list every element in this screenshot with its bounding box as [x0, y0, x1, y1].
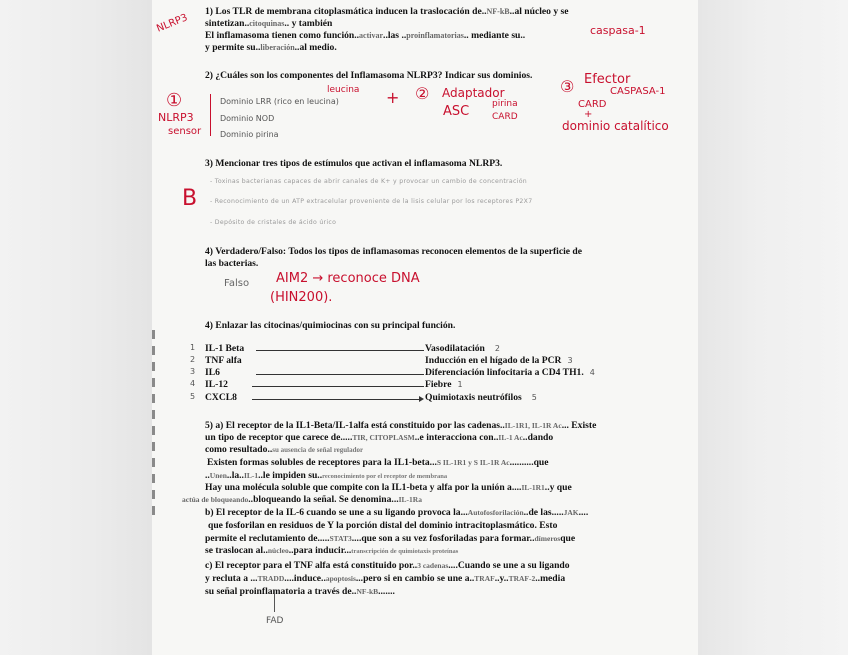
background-left — [0, 0, 152, 655]
q1-line-4: y permite su..liberación..al medio. — [205, 42, 337, 53]
q2-red-plus-1: + — [386, 88, 400, 107]
q5-line-2: un tipo de receptor que carece de.....TIR, CITOPLASM..e interacciona con..IL-1 Ac..dando — [205, 432, 554, 443]
q4b-left-item-2: TNF alfa — [205, 355, 242, 366]
q5-line-6: Hay una molécula soluble que compite con la IL1-beta y alfa por la unión a....IL-1R1..y que — [205, 482, 572, 493]
q4b-left-num-1: 1 — [190, 343, 196, 352]
q4b-right-item-4: Fiebre 1 — [425, 379, 463, 390]
q3-title: 3) Mencionar tres tipos de estímulos que activan el inflamasoma NLRP3. — [205, 158, 503, 169]
q3-answer-2: - Reconocimiento de un ATP extracelular proveniente de la lisis celular por los receptores P2X7 — [210, 198, 533, 205]
q2-hand-line-1: Dominio LRR (rico en leucina) — [220, 97, 339, 106]
connector-line-4 — [252, 386, 424, 387]
q4-red-answer-2: (HIN200). — [270, 290, 333, 305]
q3-red-grade: B — [182, 186, 198, 211]
q4b-left-item-4: IL-12 — [205, 379, 228, 390]
q1-line-1: 1) Los TLR de membrana citoplasmática inducen la traslocación de..NF-kB..al núcleo y se — [205, 6, 569, 17]
q4b-right-item-2: Inducción en el hígado de la PCR 3 — [425, 355, 573, 366]
q5-line-1: 5) a) El receptor de la IL1-Beta/IL-1alfa está constituido por las cadenas..IL-1R1, IL-1R Ac... Existe — [205, 420, 597, 431]
q4b-left-num-5: 5 — [190, 392, 196, 401]
q4-hand-falso: Falso — [224, 278, 250, 289]
connector-arrow-5 — [419, 396, 424, 402]
q4-red-answer-1: AIM2 → reconoce DNA — [276, 271, 420, 286]
q2-hand-line-3: Dominio pirina — [220, 130, 279, 139]
q2-red-asc: ASC — [443, 104, 470, 119]
q4b-right-item-1: Vasodilatación 2 — [425, 343, 500, 354]
q4-title-line-1: 4) Verdadero/Falso: Todos los tipos de inflamasomas reconocen elementos de la superficie de — [205, 246, 582, 257]
q2-red-2: ② — [415, 84, 430, 103]
q5-line-13: y recluta a ...TRADD....induce..apoptosis...pero si en cambio se une a..TRAF..y..TRAF-2..media — [205, 573, 566, 584]
q3-answer-3: - Depósito de cristales de ácido úrico — [210, 219, 337, 226]
q2-red-3: ③ — [560, 77, 575, 96]
q2-title: 2) ¿Cuáles son los componentes del Inflamasoma NLRP3? Indicar sus dominios. — [205, 70, 533, 81]
q5-line-8: b) El receptor de la IL-6 cuando se une a su ligando provoca la...Autofosforilación..de las.....JAK.... — [205, 507, 589, 518]
q5-line-10: permite el reclutamiento de.....STAT3....que son a su vez fosforiladas para formar..dímerosque — [205, 533, 576, 544]
q2-red-leucina: leucina — [327, 85, 360, 95]
q4b-left-item-3: IL6 — [205, 367, 220, 378]
q1-margin-red: NLRP3 — [155, 12, 190, 35]
q2-hand-line-2: Dominio NOD — [220, 114, 275, 123]
q2-red-adaptador: Adaptador — [442, 86, 505, 100]
q4b-right-item-3: Diferenciación linfocitaria a CD4 TH1. 4 — [425, 367, 595, 378]
q1-red-caspasa: caspasa-1 — [590, 24, 646, 37]
q2-red-efector: Efector — [584, 72, 631, 87]
q4b-left-item-1: IL-1 Beta — [205, 343, 245, 354]
q2-red-card-2: CARD — [578, 99, 607, 110]
q4b-title: 4) Enlazar las citocinas/quimiocinas con su principal función. — [205, 320, 456, 331]
connector-line-3 — [256, 374, 424, 375]
q5-line-5: ..Unen..la..IL-1..le impiden su..reconocimiento por el receptor de membrana — [205, 470, 448, 481]
q2-red-sensor: sensor — [168, 126, 202, 137]
q2-red-plus-2: + — [584, 109, 593, 120]
connector-line-1 — [256, 350, 424, 351]
q5-line-3: como resultado..su ausencia de señal regulador — [205, 444, 364, 455]
q5-line-11: se traslocan al..núcleo..para inducir...transcripción de quimiotaxis proteínas — [205, 545, 459, 556]
q4b-left-num-4: 4 — [190, 379, 196, 388]
q3-answer-1: - Toxinas bacterianas capaces de abrir canales de K+ y provocar un cambio de concentración — [210, 178, 528, 185]
q5-line-4: Existen formas solubles de receptores para la IL1-beta...S IL-1R1 y S IL-1R Ac..........que — [207, 457, 549, 468]
q2-red-caspasa: CASPASA-1 — [610, 86, 666, 97]
q2-red-dominio: dominio catalítico — [562, 119, 669, 133]
q5-fad-arrow — [274, 590, 275, 612]
connector-line-5 — [252, 399, 419, 400]
exam-sheet — [152, 0, 698, 655]
background-right — [698, 0, 848, 655]
q5-hand-fad: FAD — [266, 616, 284, 626]
q2-red-1: ① — [166, 90, 183, 111]
q5-line-7: actúa de bloqueando..bloqueando la señal. Se denomina...IL-1Ra — [182, 494, 422, 505]
q1-line-3: El inflamasoma tienen como función..activar..las ..proinflamatorias.. mediante su.. — [205, 30, 526, 41]
q4b-left-num-2: 2 — [190, 355, 196, 364]
q5-line-9: que fosforilan en residuos de Y la porción distal del dominio intracitoplasmático. Esto — [208, 520, 558, 531]
q2-red-nlrp3: NLRP3 — [158, 111, 194, 124]
q2-red-pirina: pirina — [492, 99, 518, 109]
q4b-left-item-5: CXCL8 — [205, 392, 237, 403]
q4b-left-num-3: 3 — [190, 367, 196, 376]
q4-title-line-2: las bacterias. — [205, 258, 259, 269]
q5-line-14: su señal proinflamatoria a través de..NF-kB....... — [205, 586, 395, 597]
q4b-right-item-5: Quimiotaxis neutrófilos 5 — [425, 392, 537, 403]
q1-line-2: sintetizan..citoquinas.. y también — [205, 18, 333, 29]
q5-line-12: c) El receptor para el TNF alfa está constituido por..3 cadenas....Cuando se une a su ligando — [205, 560, 570, 571]
q2-bracket — [210, 94, 211, 136]
q2-red-card: CARD — [492, 112, 518, 122]
